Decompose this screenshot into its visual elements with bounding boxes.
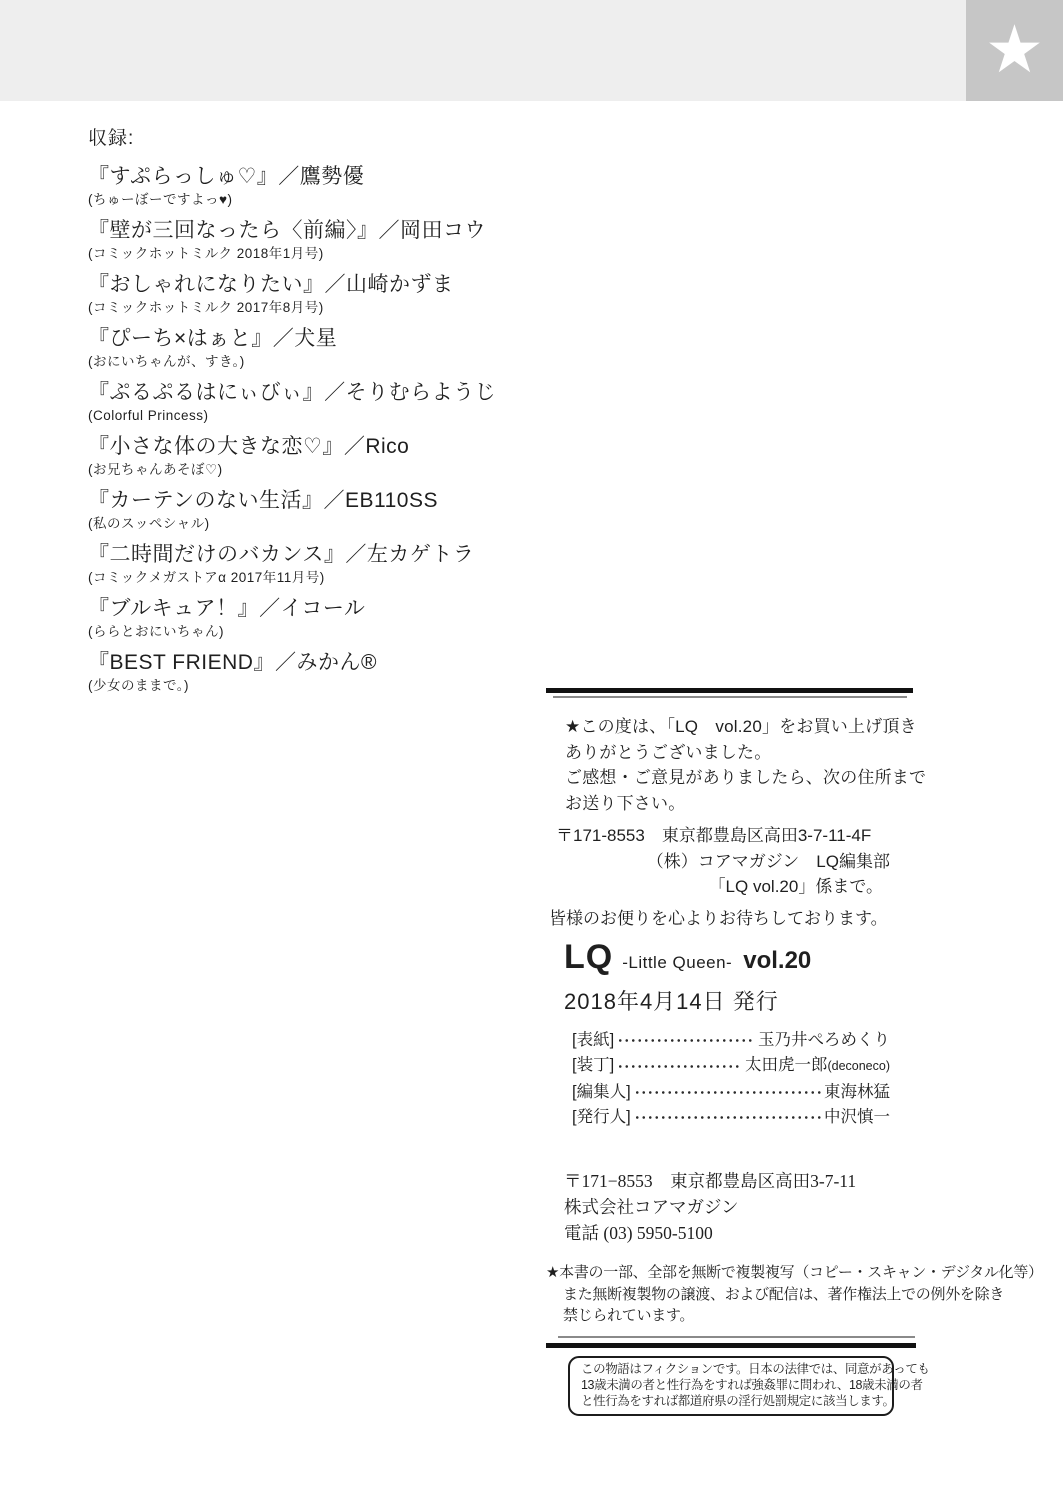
toc-note: (少女のままで。) [88, 678, 189, 693]
credit-label: [装丁] [572, 1056, 615, 1075]
volume-number: vol.20 [743, 947, 812, 974]
divider-top-thick [546, 688, 913, 693]
credit-row [572, 1053, 890, 1079]
copyright-notice [546, 1262, 1043, 1327]
disclaimer-line: この物語はフィクションです。日本の法律では、同意があっても [581, 1362, 930, 1376]
publisher-phone: 電話 (03) 5950-5100 [564, 1223, 713, 1243]
toc-title: 『BEST FRIEND』／みかん® [88, 651, 377, 674]
mailing-address-line: （株）コアマガジン LQ編集部 [646, 851, 890, 871]
toc-title: 『すぷらっしゅ♡』／鷹勢優 [88, 165, 365, 188]
toc-item [88, 651, 528, 694]
toc-title: 『おしゃれになりたい』／山崎かずま [88, 273, 454, 296]
toc-note: (お兄ちゃんあそぼ♡) [88, 462, 223, 477]
toc-item [88, 219, 528, 262]
reader-letter [546, 714, 927, 931]
credit-label: [編集人] [572, 1082, 631, 1101]
toc-title: 『ブルキュア！』／イコール [88, 597, 366, 620]
contents-heading: 収録: [88, 128, 135, 149]
toc-item [88, 273, 528, 316]
toc-title: 『ぷるぷるはにぃびぃ』／そりむらようじ [88, 381, 497, 404]
magazine-logo [564, 938, 924, 977]
toc-item [88, 489, 528, 532]
staff-credits [572, 1028, 890, 1130]
copyright-line: 禁じられています。 [563, 1307, 695, 1324]
mailing-address-line: 「LQ vol.20」係まで。 [708, 877, 883, 896]
toc-item [88, 327, 528, 370]
publisher-info [564, 1168, 924, 1246]
dot-leader [617, 1063, 742, 1070]
mailing-address-line: 〒171-8553 東京都豊島区高田3-7-11-4F [556, 826, 872, 845]
credit-row [572, 1028, 890, 1053]
publisher-postal: 〒171−8553 東京都豊島区高田3-7-11 [564, 1171, 857, 1191]
toc-note: (おにいちゃんが、すき。) [88, 354, 245, 369]
logo-subtitle: -Little Queen- [622, 953, 733, 972]
credit-value: 中沢慎一 [824, 1107, 890, 1126]
toc-note: (コミックメガストアα 2017年11月号) [88, 570, 325, 585]
toc-note: (コミックホットミルク 2018年1月号) [88, 246, 324, 261]
credit-value-note: (deconeco) [827, 1059, 890, 1074]
divider-bottom-thin [558, 1336, 915, 1338]
disclaimer-line: 13歳未満の者と性行為をすれば強姦罪に問われ、18歳未満の者 [581, 1377, 923, 1392]
dot-leader [634, 1114, 821, 1121]
toc-title: 『二時間だけのバカンス』／左カゲトラ [88, 543, 475, 566]
credit-value: 太田虎一郎 [744, 1056, 828, 1075]
letter-line: お送り下さい。 [565, 793, 686, 813]
credit-value: 東海林猛 [824, 1082, 890, 1101]
toc-item [88, 597, 528, 640]
toc-item [88, 435, 528, 478]
toc-note: (ららとおにいちゃん) [88, 624, 224, 639]
star-badge [966, 0, 1063, 101]
credit-row [572, 1080, 890, 1105]
dot-leader [617, 1037, 755, 1044]
star-icon: ★ [984, 11, 1045, 86]
toc-title: 『カーテンのない生活』／EB110SS [88, 489, 438, 512]
toc-note: (私のスッペシャル) [88, 516, 210, 531]
letter-line: ★この度は、「LQ vol.20」をお買い上げ頂き [565, 717, 917, 736]
credit-row [572, 1105, 890, 1130]
logo-text: LQ [564, 938, 614, 976]
publication-info [564, 938, 924, 1016]
letter-closing: 皆様のお便りを心よりお待ちしております。 [549, 908, 888, 928]
issue-date: 2018年4月14日 発行 [564, 989, 779, 1014]
copyright-line: また無断複製物の譲渡、および配信は、著作権法上での例外を除き [563, 1285, 1005, 1303]
toc-item [88, 381, 528, 424]
toc-note: (Colorful Princess) [88, 408, 209, 423]
toc-item [88, 543, 528, 586]
publisher-name: 株式会社コアマガジン [564, 1197, 739, 1217]
contents-list [88, 128, 528, 705]
credit-value: 玉乃井ぺろめくり [758, 1031, 890, 1049]
top-banner [0, 0, 1063, 101]
toc-title: 『小さな体の大きな恋♡』／Rico [88, 435, 410, 458]
divider-bottom-thick [546, 1343, 916, 1348]
disclaimer-line: と性行為をすれば都道府県の淫行処罰規定に該当します。 [581, 1393, 895, 1408]
fiction-disclaimer-box [568, 1356, 930, 1416]
credit-label: [発行人] [572, 1107, 631, 1126]
toc-note: (コミックホットミルク 2017年8月号) [88, 300, 324, 315]
credit-label: [表紙] [572, 1031, 615, 1049]
divider-top-thin [553, 696, 907, 698]
toc-title: 『壁が三回なったら〈前編〉』／岡田コウ [88, 219, 486, 242]
toc-note: (ちゅーぼーですよっ♥) [88, 192, 233, 207]
letter-line: ありがとうございました。 [565, 742, 772, 762]
toc-title: 『ぴーち×はぁと』／犬星 [88, 327, 338, 350]
letter-line: ご感想・ご意見がありましたら、次の住所まで [565, 768, 927, 787]
copyright-line: ★本書の一部、全部を無断で複製複写（コピー・スキャン・デジタル化等） [546, 1264, 1043, 1281]
toc-item [88, 165, 528, 208]
dot-leader [634, 1089, 821, 1096]
